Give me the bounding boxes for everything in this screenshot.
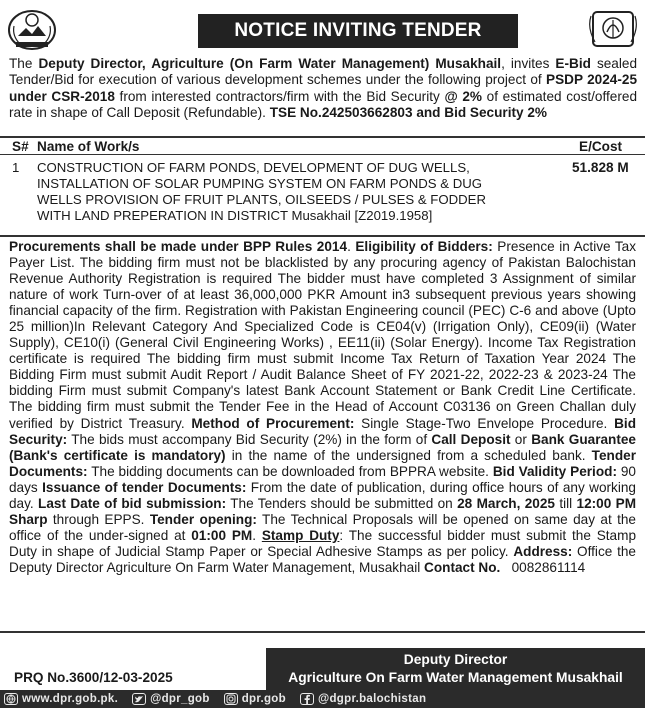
bid-security-heading: Bid Security: [9, 415, 636, 447]
condition-text: . [347, 239, 356, 254]
condition-text: The Tenders should be submitted on [226, 495, 458, 511]
condition-text: till [554, 495, 577, 511]
bank-guarantee: Bank Guarantee (Bank's certificate is mandatory) [9, 431, 636, 463]
tender-opening-heading: Tender opening: [149, 511, 257, 527]
twitter-icon [132, 693, 146, 705]
tse-number: TSE No.242503662803 and Bid Security 2% [269, 105, 548, 121]
tender-documents-heading: Tender Documents: [9, 447, 636, 479]
instagram-icon [224, 693, 238, 705]
signatory-office: Agriculture On Farm Water Management Musakhail [288, 670, 623, 685]
issuance-heading: Issuance of tender Documents: [42, 479, 247, 495]
contact-heading: Contact No. [424, 559, 501, 575]
agriculture-department-emblem-icon [587, 6, 639, 52]
website-link[interactable]: www.dpr.gob.pk. [22, 693, 119, 705]
condition-text: through EPPS. [47, 511, 150, 527]
stamp-duty-heading: Stamp Duty [261, 527, 340, 543]
instagram-handle[interactable]: dpr.gob [241, 693, 286, 705]
opening-time: 01:00 PM [191, 527, 253, 543]
intro-text: , invites [501, 56, 556, 71]
facebook-icon [300, 693, 314, 705]
footer-website[interactable] [0, 693, 118, 705]
notice-header [0, 0, 645, 56]
facebook-handle[interactable]: @dgpr.balochistan [317, 693, 427, 705]
notice-title: NOTICE INVITING TENDER [198, 14, 518, 48]
intro-text: of estimated cost/offered rate in shape of Call Deposit (Refundable). [9, 88, 638, 121]
eligibility-text: Presence in Active Tax Payer List. The bidding firm must not be blacklisted by any procuring agency of Pakistan Balochistan Revenue Authority Registration is required The bidder must have completed 3 Assignment of similar nature of work Turn-over of at least 36,000,000 PKR Amount in3 subsequent previous years showing financial capacity of the firm. Registration with Pakistan Engineering council (PEC) C-6 and above (Upto 25 million)In Relevant Category And Specialized Code is CE04(v) (Irrigation Only), CE09(ii) (Water Supply), CE10(i) (General Civil Engineering Works) , EE11(ii) (Solar Energy). Income Tax Registration certificate is required The bidding firm must submit Income Tax Return of Taxation Year 2024 The Bidding Firm must submit Audit Report / Audit Balance Sheet of FY 2021-22, 2022-23 & 2023-24 The bidding Firm must submit Company's latest Bank Account Statement or Bank Credit Line Certificate. The bidding firm must submit the Tender Fee in the Head of Account C03136 on Green Challan duly verified by District Treasury. [9, 239, 637, 431]
footer-twitter[interactable] [128, 693, 210, 705]
signature-block [266, 648, 645, 690]
submission-time: 12:00 PM Sharp [9, 495, 637, 527]
intro-text: The [9, 56, 39, 71]
address-text: Office the Deputy Director Agriculture On Farm Water Management, Musakhail [9, 543, 636, 575]
address-heading: Address: [513, 543, 573, 559]
submission-date: 28 March, 2025 [457, 495, 555, 511]
bpp-rules: Procurements shall be made under BPP Rules 2014 [9, 239, 348, 254]
col-name-of-work: Name of Work/s [37, 139, 140, 154]
last-date-heading: Last Date of bid submission: [38, 495, 227, 511]
bid-type: E-Bid [555, 56, 591, 71]
footer-facebook[interactable] [296, 693, 426, 705]
footer-bar [0, 690, 645, 708]
twitter-handle[interactable]: @dpr_gob [150, 693, 210, 705]
col-sno: S# [12, 139, 29, 154]
contact-number: 0082861114 [500, 559, 586, 575]
tender-opening-text: The Technical Proposals will be opened on same day at the office of the under-signed at [9, 511, 636, 543]
globe-icon [4, 693, 18, 705]
tender-conditions [0, 235, 645, 633]
bid-security-text: The bids must accompany Bid Security (2%) in the form of [67, 431, 432, 447]
col-estimated-cost: E/Cost [579, 139, 623, 154]
work-cost: 51.828 M [572, 160, 629, 175]
bid-validity-text: 90 days [9, 463, 636, 495]
call-deposit: Call Deposit [431, 431, 511, 447]
table-row [0, 158, 645, 234]
intro-text: from interested contractors/firm with the Bid Security [114, 88, 445, 104]
balochistan-govt-seal-icon [6, 6, 58, 52]
eligibility-heading: Eligibility of Bidders: [355, 239, 493, 254]
project-name: PSDP 2024-25 under CSR-2018 [9, 72, 637, 104]
signatory-title: Deputy Director [403, 652, 508, 667]
footer-instagram[interactable] [220, 693, 286, 705]
intro-text: sealed Tender/Bid for execution of various development schemes under the following project of [9, 56, 637, 88]
work-serial: 1 [12, 160, 20, 175]
procuring-officer: Deputy Director, Agriculture (On Farm Water Management) Musakhail [38, 56, 502, 71]
issuance-text: From the date of publication, during office hours of any working day. [9, 479, 636, 511]
works-table-header [0, 136, 645, 155]
bid-security-rate: @ 2% [444, 88, 483, 104]
prq-number: PRQ No.3600/12-03-2025 [14, 670, 173, 685]
procurement-method-text: Single Stage-Two Envelope Procedure. [354, 415, 615, 431]
bid-validity-heading: Bid Validity Period: [492, 463, 617, 479]
intro-paragraph [9, 56, 637, 122]
tender-documents-text: The bidding documents can be downloaded from BPPRA website. [87, 463, 493, 479]
condition-text: or [510, 431, 532, 447]
condition-text: . [252, 527, 262, 543]
condition-text: in the name of the undersigned from a scheduled bank. [225, 447, 592, 463]
stamp-duty-text: : The successful bidder must submit the Stamp Duty in shape of Judicial Stamp Paper or Special Adhesive Stamps as per policy. [9, 527, 636, 559]
procurement-method-heading: Method of Procurement: [191, 415, 355, 431]
work-description: CONSTRUCTION OF FARM PONDS, DEVELOPMENT OF DUG WELLS, INSTALLATION OF SOLAR PUMPING SYSTEM ON FARM PONDS & DUG WELLS PROVISION OF FRUIT PLANTS, OILSEEDS / PULSES & FODDER WITH LAND PREPERATION IN DISTRICT Musakhail [Z2019.1958] [37, 160, 486, 223]
